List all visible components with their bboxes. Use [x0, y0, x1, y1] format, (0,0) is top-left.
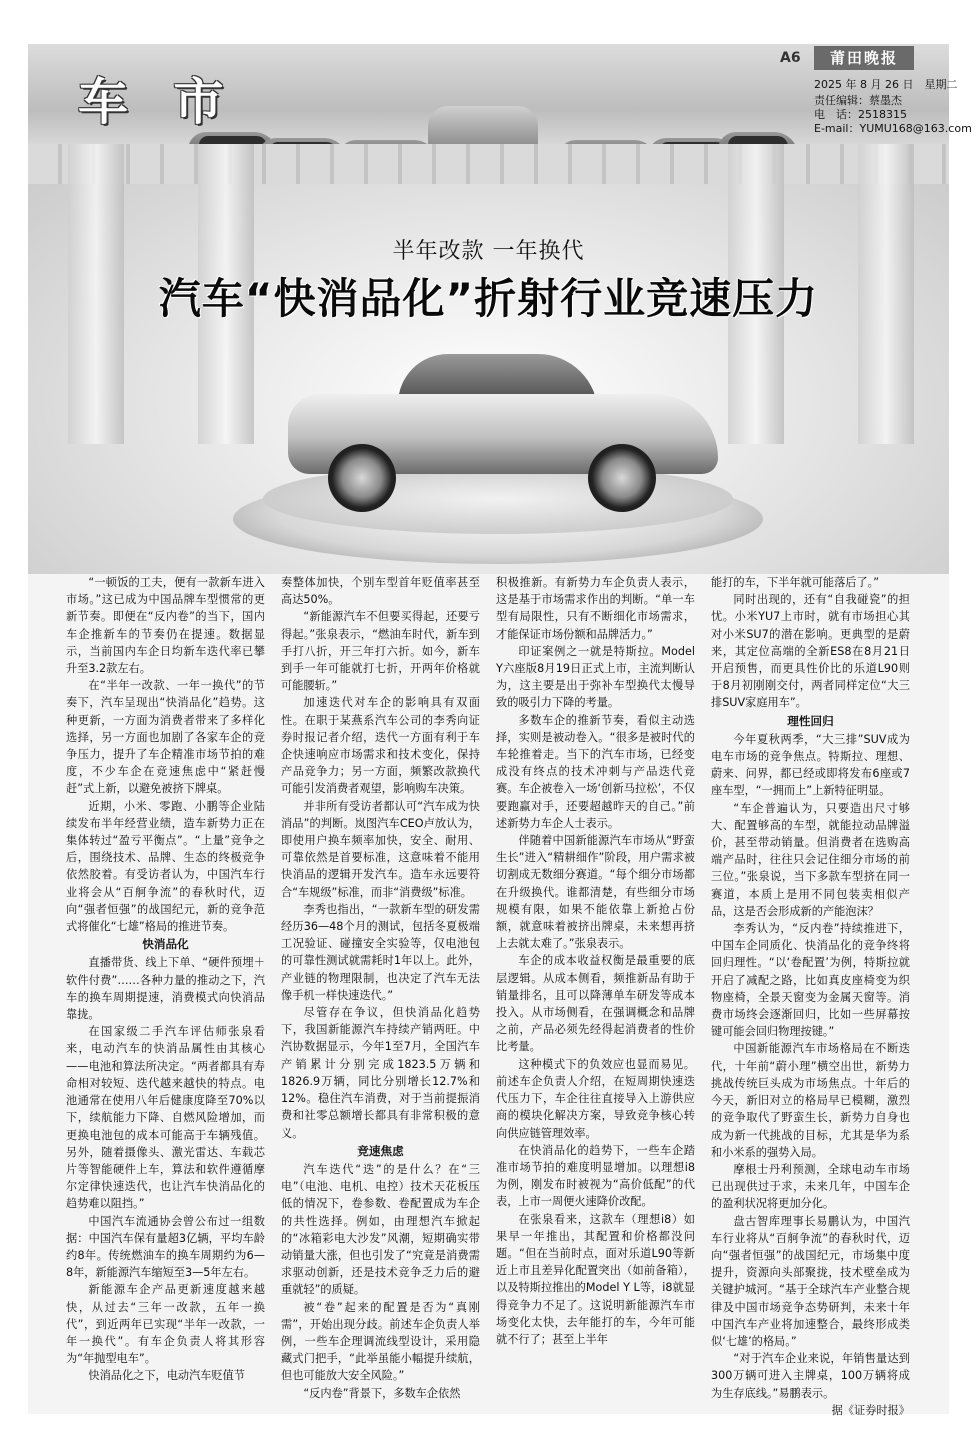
paragraph: 加速迭代对车企的影响具有双面性。在职于某燕系汽车公司的李秀向证券时报记者介绍，迭代一方面有利于车企快速响应市场需求和技术变化，保持产品竞争力；另一方面，频繁改款换代可能引发消费者观望，影响购车决策。 — [281, 696, 480, 796]
text-column-3 — [496, 574, 695, 1404]
article-kicker: 半年改款 一年换代 — [392, 239, 585, 264]
paragraph: 直播带货、线上下单、“硬件预埋＋软件付费”……各种力量的推动之下，汽车的换车周期提速，消费模式向快消品靠拢。 — [66, 956, 265, 1022]
paragraph: 车企的成本收益权衡是最重要的底层逻辑。从成本侧看，频推新品有助于销量排名，且可以降薄单车研发等成本投入。从市场侧看，在强调概念和品牌之前，产品必须先经得起消费者的性价比考量。 — [496, 954, 695, 1054]
paragraph: 在国家级二手汽车评估师张泉看来，电动汽车的快消品属性由其核心——电池和算法所决定。“两者都具有寿命相对较短、迭代越来越快的特点。电池通常在使用八年后健康度降至70%以下，续航能力下降、自燃风险增加，而更换电池包的成本可能高于车辆残值。另外，随着摄像头、激光雷达、车载芯片等智能硬件上车，算法和软件遵循摩尔定律快速迭代，也让汽车快消品化的趋势难以阻挡。” — [66, 1025, 265, 1211]
editor-credit: 责任编辑：蔡墨杰 — [814, 94, 902, 107]
source-credit: 据《证券时报》 — [831, 1403, 910, 1417]
paragraph: 印证案例之一就是特斯拉。Model Y六座版8月19日正式上市，主流判断认为，这主要是出于弥补车型换代太慢导致的吸引力下降的考量。 — [496, 644, 695, 710]
car-wheel — [328, 444, 396, 512]
paragraph: 在快消品化的趋势下，一些车企踏准市场节拍的难度明显增加。以理想i8为例，刚发布时被视为“高价低配”的代表，上市一周便火速降价改配。 — [496, 1143, 695, 1209]
paragraph: 中国新能源汽车市场格局在不断迭代，十年前“蔚小理”横空出世，新势力挑战传统巨头成为市场焦点。十年后的今天，新旧对立的格局早已模糊，激烈的竞争取代了野蛮生长，新势力自身也成为新一代挑战的目标，尤其是华为系和小米系的强势入局。 — [711, 1042, 910, 1159]
article-headline: 汽车“快消品化”折射行业竞速压力 — [158, 274, 819, 323]
paragraph: 李秀认为，“反内卷”持续推进下，中国车企同质化、快消品化的竞争终将回归理性。“以‘卷配置’为例，特斯拉就开启了减配之路，比如真皮座椅变为织物座椅，全景天窗变为金属天窗等。消费市场终会逐渐回归，比如一些屏幕按键可能会回归物理按键。” — [711, 922, 910, 1039]
newspaper-page — [28, 44, 972, 1417]
subheading: 竞速焦虑 — [357, 1143, 404, 1158]
paragraph: 这种模式下的负效应也显而易见。前述车企负责人介绍，在短周期快速迭代压力下，车企往往直接导入上游供应商的模块化解决方案，导致竞争核心转向供应链管理效率。 — [496, 1057, 695, 1140]
paragraph: “新能源汽车不但要买得起，还要亏得起。”张泉表示，“燃油车时代，新车到手打八折，开三年打六折。如今，新车到手一年可能就打七折，开两年价格就可能腰斩。” — [281, 610, 480, 693]
phone-number: 电 话：2518315 — [814, 108, 907, 121]
paragraph: 在张泉看来，这款车（理想i8）如果早一年推出，其配置和价格都没问题。“但在当前时点，面对乐道L90等新近上市且差异化配置突出（如前备箱），以及特斯拉推出的Model Y L等，i8就显得竞争力不足了。这说明新能源汽车市场变化太快，去年能打的车，今年可能就不行了；甚至上半年 — [496, 1212, 695, 1346]
paragraph: 盘古智库理事长易鹏认为，中国汽车行业将从“百舸争流”的春秋时代，迈向“强者恒强”的战国纪元，市场集中度提升，资源向头部聚拢，技术壁垒成为关键护城河。“基于全球汽车产业整合规律及中国市场竞争态势研判，未来十年中国汽车产业将加速整合，最终形成类似‘七雄’的格局。” — [711, 1214, 910, 1348]
paragraph: “一顿饭的工夫，便有一款新车进入市场。”这已成为中国品牌车型惯常的更新节奏。即便在“反内卷”的当下，国内车企推新车的节奏仍在提速。数据显示，当前国内车企日均新车迭代率已攀升至3.2款左右。 — [66, 576, 265, 676]
paragraph: 尽管存在争议，但快消品化趋势下，我国新能源汽车持续产销两旺。中汽协数据显示，今年1至7月，全国汽车产销累计分别完成1823.5万辆和1826.9万辆，同比分别增长12.7%和12%。稳住汽车消费，对于当前提振消费和社零总额增长都具有非常积极的意义。 — [281, 1006, 480, 1140]
subheading: 理性回归 — [787, 713, 834, 728]
paragraph: 多数车企的推新节奏，看似主动选择，实则是被动卷入。“很多是被时代的车轮推着走。当下的汽车市场，已经变成没有终点的技术冲刺与产品迭代竞赛。车企被卷入一场‘创新马拉松’，不仅要跑赢对手，还要超越昨天的自己。”前述新势力车企人士表示。 — [496, 713, 695, 830]
paragraph: 伴随着中国新能源汽车市场从“野蛮生长”进入“精耕细作”阶段，用户需求被切割成无数细分赛道。“每个细分市场都在升级换代。谁都清楚，有些细分市场规模有限，如果不能依靠上新抢占份额，就意味着被挤出牌桌，未来想再挤上去就太难了。”张泉表示。 — [496, 834, 695, 951]
text-column-2 — [281, 574, 480, 1404]
paragraph: 在“半年一改款、一年一换代”的节奏下，汽车呈现出“快消品化”趋势。这种更新，一方面为消费者带来了多样化选择，另一方面也加剧了各家车企的竞争压力，提升了车企精准市场节拍的难度，不少车企在竞速焦虑中“紧赶慢赶”式上新，以避免被挤下牌桌。 — [66, 679, 265, 796]
article-body — [66, 574, 912, 1417]
hero-car-image — [288, 344, 718, 504]
paragraph: 同时出现的，还有“自我碰瓷”的担忧。小米YU7上市时，就有市场担心其对小米SU7的潜在影响。更典型的是蔚来，其定位高端的全新ES8在8月21日开启预售，而更具性价比的乐道L90则于8月初刚刚交付，两者同样定位“大三排SUV家庭用车”。 — [711, 593, 910, 710]
ceiling-beam — [28, 144, 949, 184]
paragraph: 今年夏秋两季，“大三排”SUV成为电车市场的竞争焦点。特斯拉、理想、蔚来、问界，都已经或即将发布6座或7座车型，“一拥而上”上新特征明显。 — [711, 732, 910, 798]
car-wheel — [588, 444, 656, 512]
paragraph: 摩根士丹利预测，全球电动车市场已出现供过于求，未来几年，中国车企的盈利状况将更加分化。 — [711, 1162, 910, 1211]
paragraph: 能打的车，下半年就可能落后了。” — [711, 576, 880, 589]
paragraph: 积极推新。有新势力车企负责人表示，这是基于市场需求作出的判断。“单一车型有局限性，只有不断细化市场需求，才能保证市场份额和品牌活力。” — [496, 576, 695, 641]
paragraph: 汽车迭代“迭”的是什么？在“三电”（电池、电机、电控）技术天花板压低的情况下，卷参数、卷配置成为车企的共性选择。例如，由理想汽车掀起的“冰箱彩电大沙发”风潮，短期确实带动销量大涨，但也引发了“究竟是消费需求驱动创新，还是技术竞争乏力后的避重就轻”的质疑。 — [281, 1162, 480, 1297]
paragraph: 并非所有受访者都认可“汽车成为快消品”的判断。岚图汽车CEO卢放认为，即使用户换车频率加快，安全、耐用、可靠依然是首要标准，这意味着不能用快消品的逻辑开发汽车。造车永远要符合“车规级”标准，而非“消费级”标准。 — [281, 799, 480, 899]
paragraph: 快消品化之下，电动汽车贬值节 — [88, 1369, 246, 1383]
paragraph: 近期，小米、零跑、小鹏等企业陆续发布半年经营业绩，造车新势力正在集体转过“盈亏平衡点”。“上量”竞争之后，围绕技术、品牌、生态的终极竞争依然胶着。有受访者认为，中国汽车行业将会从“百舸争流”的春秋时代，迈向“强者恒强”的战国纪元，新的竞争范式将催化“七雄”格局的推进节奏。 — [66, 799, 265, 934]
paragraph: 奏整体加快，个别车型首年贬值率甚至高达50%。 — [281, 576, 480, 607]
newspaper-logo: 莆田晚报 — [814, 46, 914, 70]
page-number: A6 — [780, 50, 801, 66]
paragraph: “车企普遍认为，只要造出尺寸够大、配置够高的车型，就能拉动品牌溢价，甚至带动销量。但消费者在选购高端产品时，往往只会记住细分市场的前三位。”张泉说，当下多款车型挤在同一赛道，本质上是用不同包装卖相似产品，这是否会形成新的产能泡沫？ — [711, 801, 910, 918]
issue-date: 2025 年 8 月 26 日 星期二 — [814, 78, 958, 91]
subheading: 快消品化 — [142, 937, 189, 952]
paragraph: 新能源车企产品更新速度越来越快，从过去“三年一改款，五年一换代”，到近两年已实现“半年一改款，一年一换代”。有车企负责人将其形容为“年抛型电车”。 — [66, 1283, 265, 1366]
paragraph: 被“卷”起来的配置是否为“真刚需”，开始出现分歧。前述车企负责人举例，一些车企理调流线型设计，采用隐藏式门把手，“此举虽能小幅提升续航，但也可能放大安全风险。” — [281, 1300, 480, 1383]
text-column-4 — [711, 574, 910, 1417]
paragraph: 中国汽车流通协会曾公布过一组数据：中国汽车保有量超3亿辆，平均车龄约8年。传统燃油车的换车周期约为6—8年，新能源汽车缩短至3—5年左右。 — [66, 1214, 265, 1280]
paragraph: “对于汽车企业来说，年销售量达到300万辆可进入主牌桌，100万辆将成为生存底线。”易鹏表示。 — [711, 1352, 910, 1400]
text-column-1 — [66, 574, 265, 1404]
paragraph: 李秀也指出，“一款新车型的研发需经历36—48个月的测试，包括冬夏极端工况验证、碰撞安全实验等，仅电池包的可靠性测试就需耗时1年以上。此外，产业链的物理限制，也决定了汽车无法像手机一样快速迭代。” — [281, 902, 480, 1002]
email-address: E-mail：YUMU168@163.com — [814, 122, 972, 135]
paragraph: “反内卷”背景下，多数车企依然 — [303, 1386, 461, 1400]
section-title: 车 市 — [78, 72, 238, 131]
